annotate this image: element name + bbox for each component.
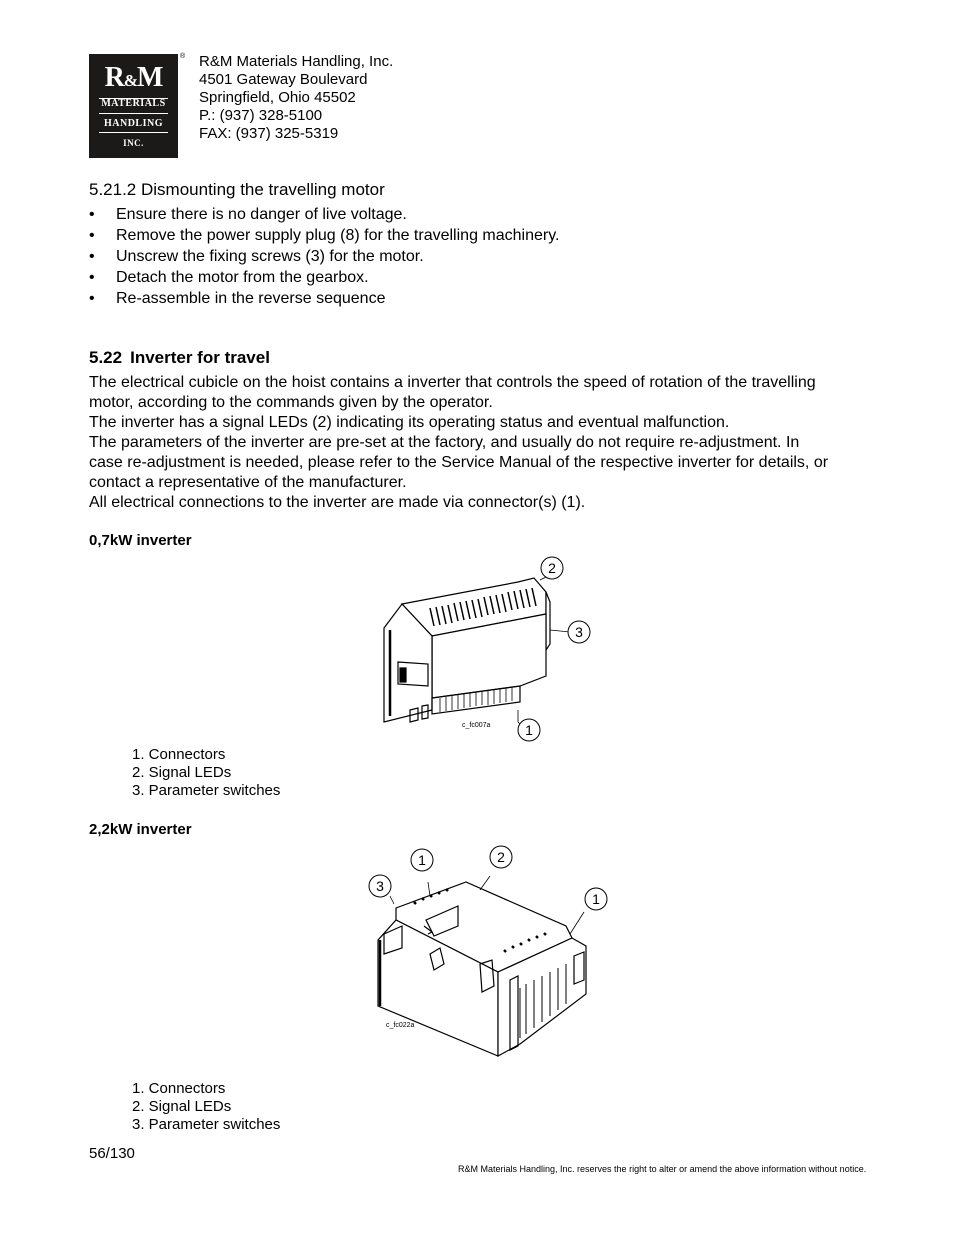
- svg-text:1: 1: [525, 722, 533, 738]
- section-paragraph: [89, 373, 889, 513]
- address-line: 4501 Gateway Boulevard: [199, 71, 368, 88]
- paragraph-line: contact a representative of the manufacturer.: [89, 474, 407, 491]
- svg-text:2: 2: [497, 849, 505, 865]
- callout-1: [582, 885, 610, 913]
- figure2-heading: 2,2kW inverter: [89, 821, 192, 838]
- figure2-legend: [132, 1080, 280, 1134]
- figure1-heading: 0,7kW inverter: [89, 532, 192, 549]
- svg-text:3: 3: [376, 878, 384, 894]
- figure2-code: c_fc022a: [386, 1022, 415, 1029]
- list-item: • Re-assemble in the reverse sequence: [89, 289, 559, 310]
- logo-rule: [99, 132, 168, 133]
- callout-2: [487, 843, 515, 871]
- logo-materials: MATERIALS: [101, 98, 166, 109]
- paragraph-line: The electrical cubicle on the hoist contains a inverter that controls the speed of rotation of the travelling: [89, 374, 816, 391]
- callout-3: [366, 872, 394, 900]
- inverter-2-2kw-drawing: [370, 876, 600, 1066]
- legend-item: 2. Signal LEDs: [132, 764, 232, 781]
- paragraph-line: The parameters of the inverter are pre-set at the factory, and usually do not require re-adjustment. In: [89, 434, 800, 451]
- list-item: • Remove the power supply plug (8) for the travelling machinery.: [89, 226, 559, 247]
- step-list: [89, 205, 559, 310]
- paragraph-line: case re-adjustment is needed, please refer to the Service Manual of the respective inverter for details, or: [89, 454, 829, 471]
- list-item: • Unscrew the fixing screws (3) for the motor.: [89, 247, 559, 268]
- registered-mark: ®: [180, 53, 186, 60]
- page-number: 56/130: [89, 1145, 135, 1162]
- list-item: • Ensure there is no danger of live voltage.: [89, 205, 559, 226]
- section-number: 5.22: [89, 348, 123, 367]
- figure1-code: c_fc007a: [462, 722, 491, 729]
- legend-item: 2. Signal LEDs: [132, 1098, 232, 1115]
- legend-item: 3. Parameter switches: [132, 1116, 281, 1133]
- callout-1: [515, 716, 543, 744]
- logo-rule: [99, 113, 168, 114]
- svg-text:3: 3: [575, 624, 583, 640]
- logo-inc: INC.: [123, 138, 144, 148]
- logo-monogram: R&M: [104, 62, 163, 93]
- footer-notice: R&M Materials Handling, Inc. reserves the right to alter or amend the above information without notice.: [458, 1164, 867, 1174]
- svg-text:1: 1: [418, 852, 426, 868]
- address-line: FAX: (937) 325-5319: [199, 125, 339, 142]
- company-logo: [89, 54, 178, 158]
- logo-handling: HANDLING: [103, 118, 163, 129]
- paragraph-line: motor, according to the commands given by the operator.: [89, 394, 493, 411]
- legend-item: 1. Connectors: [132, 746, 226, 763]
- section-heading-5-22: [89, 348, 270, 368]
- address-line: P.: (937) 328-5100: [199, 107, 323, 124]
- section-heading-5-21-2: 5.21.2 Dismounting the travelling motor: [89, 180, 385, 199]
- svg-text:1: 1: [592, 891, 600, 907]
- callout-2: [538, 554, 566, 582]
- paragraph-line: All electrical connections to the inverter are made via connector(s) (1).: [89, 494, 586, 511]
- paragraph-line: The inverter has a signal LEDs (2) indicating its operating status and eventual malfunction.: [89, 414, 730, 431]
- callout-1: [408, 846, 436, 874]
- legend-item: 3. Parameter switches: [132, 782, 281, 799]
- list-item: • Detach the motor from the gearbox.: [89, 268, 559, 289]
- svg-text:2: 2: [548, 560, 556, 576]
- legend-item: 1. Connectors: [132, 1080, 226, 1097]
- company-address: [199, 53, 393, 143]
- callout-3: [565, 618, 593, 646]
- address-line: Springfield, Ohio 45502: [199, 89, 356, 106]
- figure1-legend: [132, 746, 280, 800]
- address-line: R&M Materials Handling, Inc.: [199, 53, 394, 70]
- section-title: Inverter for travel: [130, 348, 270, 367]
